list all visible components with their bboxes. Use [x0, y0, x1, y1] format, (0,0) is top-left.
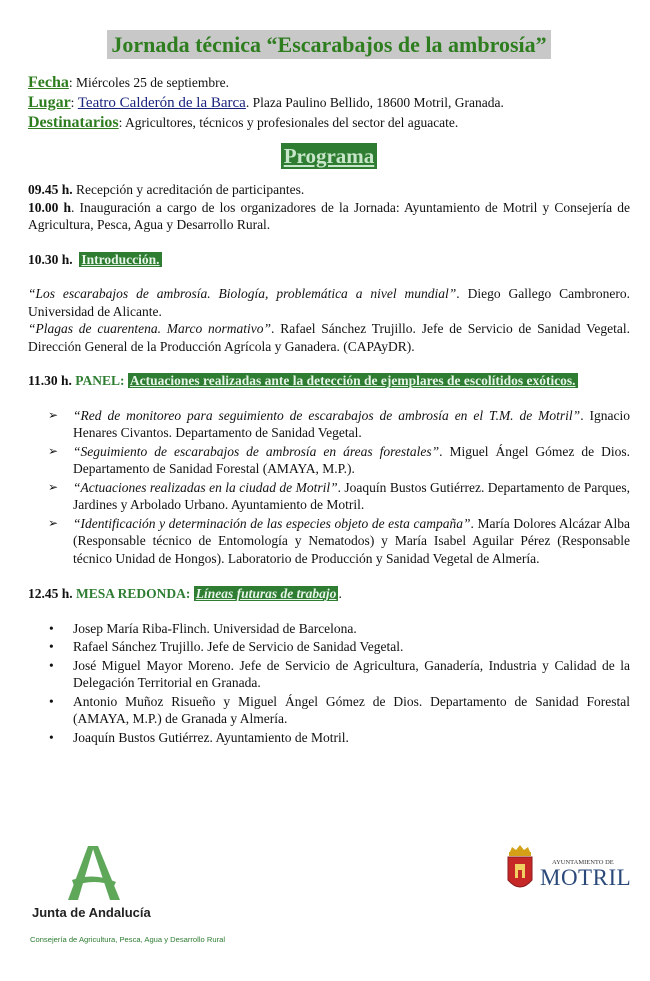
bullet-icon: • — [49, 620, 54, 636]
date-line: Fecha: Miércoles 25 de septiembre. — [28, 74, 229, 91]
text-1000: . Inauguración a cargo de los organizadores de la Jornada: Ayuntamiento de Motril y Consejería de Agricultura, Pesca, Agua y Desarrollo Rural. — [28, 199, 630, 232]
list-item: • José Miguel Mayor Moreno. Jefe de Servicio de Agricultura, Ganadería, Industria y Calidad de la Delegación Territorial en Granada. — [49, 657, 630, 690]
time-1000: 10.00 h — [28, 199, 72, 215]
mesa-label: MESA REDONDA: — [76, 586, 191, 601]
schedule-1130 — [28, 372, 630, 390]
arrow-bullet-icon: ➢ — [48, 479, 59, 494]
junta-subtitle: Consejería de Agricultura, Pesca, Agua y Desarrollo Rural — [30, 935, 226, 944]
schedule-1245: 12.45 h. MESA REDONDA: Líneas futuras de trabajo . — [28, 586, 342, 601]
talk-1-title: “Los escarabajos de ambrosía. Biología, problemática a nivel mundial” — [28, 286, 457, 301]
list-item: ➢ “Seguimiento de escarabajos de ambrosía en áreas forestales”. Miguel Ángel Gómez de Dios. Departamento de Sanidad Forestal (AMAYA, M.P.). — [48, 443, 630, 476]
schedule-0945 — [28, 181, 630, 199]
mesa-list — [28, 620, 630, 747]
time-1130: 11.30 h. — [28, 373, 72, 388]
place-value: . Plaza Paulino Bellido, 18600 Motril, Granada. — [245, 95, 504, 110]
schedule-1000 — [28, 199, 630, 234]
bullet-icon: • — [49, 693, 54, 709]
audience-value: Agricultores, técnicos y profesionales del sector del aguacate. — [122, 115, 459, 130]
audience-line: Destinatarios: Agricultores, técnicos y profesionales del sector del aguacate. — [28, 114, 459, 131]
list-item: • Antonio Muñoz Risueño y Miguel Ángel Gómez de Dios. Departamento de Sanidad Forestal (AMAYA, M.P.) de Granada y Almería. — [49, 693, 630, 726]
time-0945: 09.45 h. — [28, 182, 73, 197]
junta-andalucia-logo — [28, 842, 258, 952]
arrow-bullet-icon: ➢ — [48, 515, 59, 530]
schedule-1030 — [28, 251, 630, 269]
document-page — [28, 30, 630, 747]
list-item: ➢ “Red de monitoreo para seguimiento de escarabajos de ambrosía en el T.M. de Motril”. Ignacio Henares Civantos. Departamento de Sanidad Vegetal. — [48, 407, 631, 440]
talk-1-speaker: . Diego Gallego Cambronero. Universidad de Alicante. — [28, 286, 630, 319]
list-item: • Rafael Sánchez Trujillo. Jefe de Servicio de Sanidad Vegetal. — [49, 639, 404, 654]
list-item: • Joaquín Bustos Gutiérrez. Ayuntamiento de Motril. — [49, 729, 349, 745]
motril-crest-icon — [500, 842, 635, 902]
panel-title: Actuaciones realizadas ante la detección de ejemplares de escolítidos exóticos. — [129, 373, 576, 388]
page-title: Jornada técnica “Escarabajos de la ambrosía” — [107, 30, 550, 59]
programa-heading: Programa — [281, 143, 378, 169]
list-item: ➢ “Identificación y determinación de las especies objeto de esta campaña”. María Dolores Alcázar Alba (Responsable técnico de Entomología y Nematodos) y María Isabel Aguilar Pérez (Responsable técnico Unidad de Hongos). Laboratorio de Producción y Sanidad Vegetal de Almería. — [48, 515, 630, 566]
talk-1 — [28, 285, 630, 320]
panel-label: PANEL: — [75, 373, 125, 388]
bullet-icon: • — [49, 729, 54, 745]
bullet-icon: • — [49, 639, 54, 654]
place-label: Lugar — [28, 94, 71, 111]
date-value: Miércoles 25 de septiembre. — [72, 75, 229, 90]
arrow-bullet-icon: ➢ — [48, 407, 59, 422]
event-info — [28, 73, 630, 133]
bullet-icon: • — [49, 657, 54, 673]
mesa-title: Líneas futuras de trabajo — [195, 586, 337, 601]
text-0945: Recepción y acreditación de participantes. — [72, 182, 305, 197]
arrow-bullet-icon: ➢ — [48, 443, 59, 458]
panel-list — [28, 407, 630, 568]
motril-logo — [500, 842, 635, 902]
audience-label: Destinatarios — [28, 114, 119, 131]
venue-link[interactable]: Teatro Calderón de la Barca — [77, 95, 246, 111]
motril-small-label: AYUNTAMIENTO DE — [552, 859, 614, 866]
time-1245: 12.45 h. — [28, 586, 73, 601]
list-item: • Josep María Riba-Flinch. Universidad de Barcelona. — [49, 620, 357, 636]
date-label: Fecha — [28, 74, 69, 91]
talk-2 — [28, 320, 630, 355]
intro-label: Introducción. — [81, 251, 160, 267]
junta-logo-icon — [28, 842, 258, 952]
time-1030: 10.30 h. — [28, 251, 73, 267]
list-item: ➢ “Actuaciones realizadas en la ciudad de Motril”. Joaquín Bustos Gutiérrez. Departamento de Parques, Jardines y Arbolado Urbano. Ayuntamiento de Motril. — [48, 479, 630, 512]
talk-2-title: “Plagas de cuarentena. Marco normativo” — [28, 321, 272, 336]
junta-name: Junta de Andalucía — [32, 905, 151, 920]
talk-2-speaker: . Rafael Sánchez Trujillo. Jefe de Servicio de Sanidad Vegetal. Dirección General de la Producción Agrícola y Ganadera. (CAPAyDR). — [28, 321, 630, 354]
place-line: Lugar: Teatro Calderón de la Barca. Plaza Paulino Bellido, 18600 Motril, Granada. — [28, 94, 504, 111]
motril-name: MOTRIL — [540, 865, 632, 890]
